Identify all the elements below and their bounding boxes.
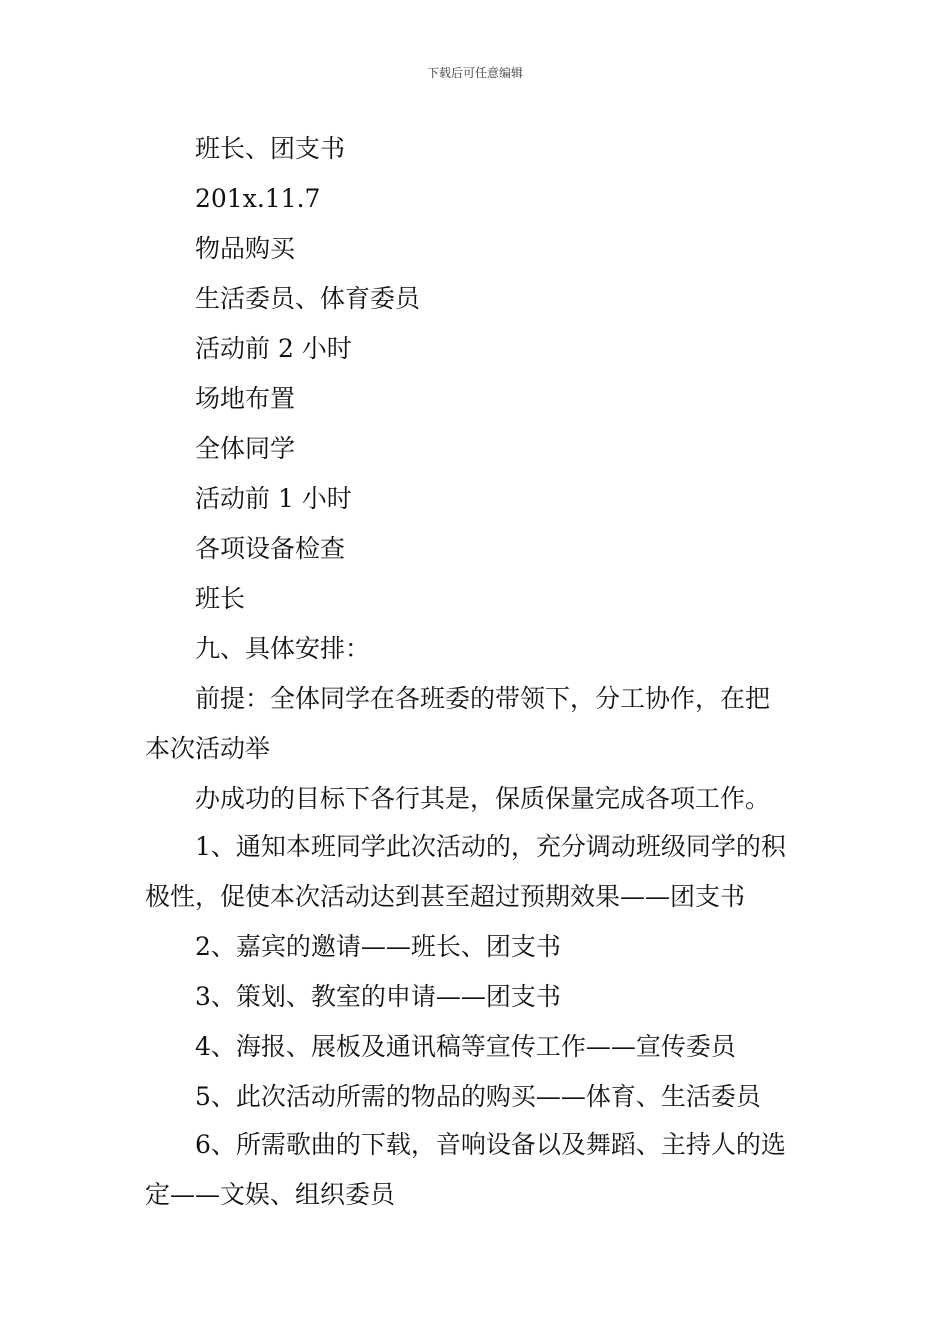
text-line: 201x.11.7 <box>195 184 321 213</box>
text-line: 各项设备检查 <box>195 534 346 563</box>
page-header: 下载后可任意编辑 <box>426 66 523 80</box>
text-line: 物品购买 <box>195 234 296 263</box>
text-line: 班长、团支书 <box>195 134 346 163</box>
text-line: 办成功的目标下各行其是，保质保量完成各项工作。 <box>195 784 771 813</box>
list-item: 5、此次活动所需的物品的购买——体育、生活委员 <box>195 1082 761 1111</box>
list-item: 4、海报、展板及通讯稿等宣传工作——宣传委员 <box>195 1032 736 1061</box>
text-line: 前提：全体同学在各班委的带领下，分工协作，在把 <box>195 684 771 713</box>
text-line: 全体同学 <box>195 434 296 463</box>
list-item: 3、策划、教室的申请——团支书 <box>195 982 561 1011</box>
text-line: 本次活动举 <box>145 734 271 763</box>
text-line: 生活委员、体育委员 <box>195 284 421 313</box>
text-line: 定——文娱、组织委员 <box>145 1180 396 1209</box>
text-line: 活动前 2 小时 <box>195 334 352 363</box>
text-line: 极性，促使本次活动达到甚至超过预期效果——团支书 <box>145 882 746 911</box>
list-item: 1、通知本班同学此次活动的，充分调动班级同学的积 <box>195 832 786 861</box>
section-heading: 九、具体安排： <box>195 634 371 663</box>
text-line: 班长 <box>195 584 246 613</box>
list-item: 2、嘉宾的邀请——班长、团支书 <box>195 932 561 961</box>
list-item: 6、所需歌曲的下载，音响设备以及舞蹈、主持人的选 <box>195 1130 786 1159</box>
text-line: 活动前 1 小时 <box>195 484 352 513</box>
text-line: 场地布置 <box>195 384 296 413</box>
